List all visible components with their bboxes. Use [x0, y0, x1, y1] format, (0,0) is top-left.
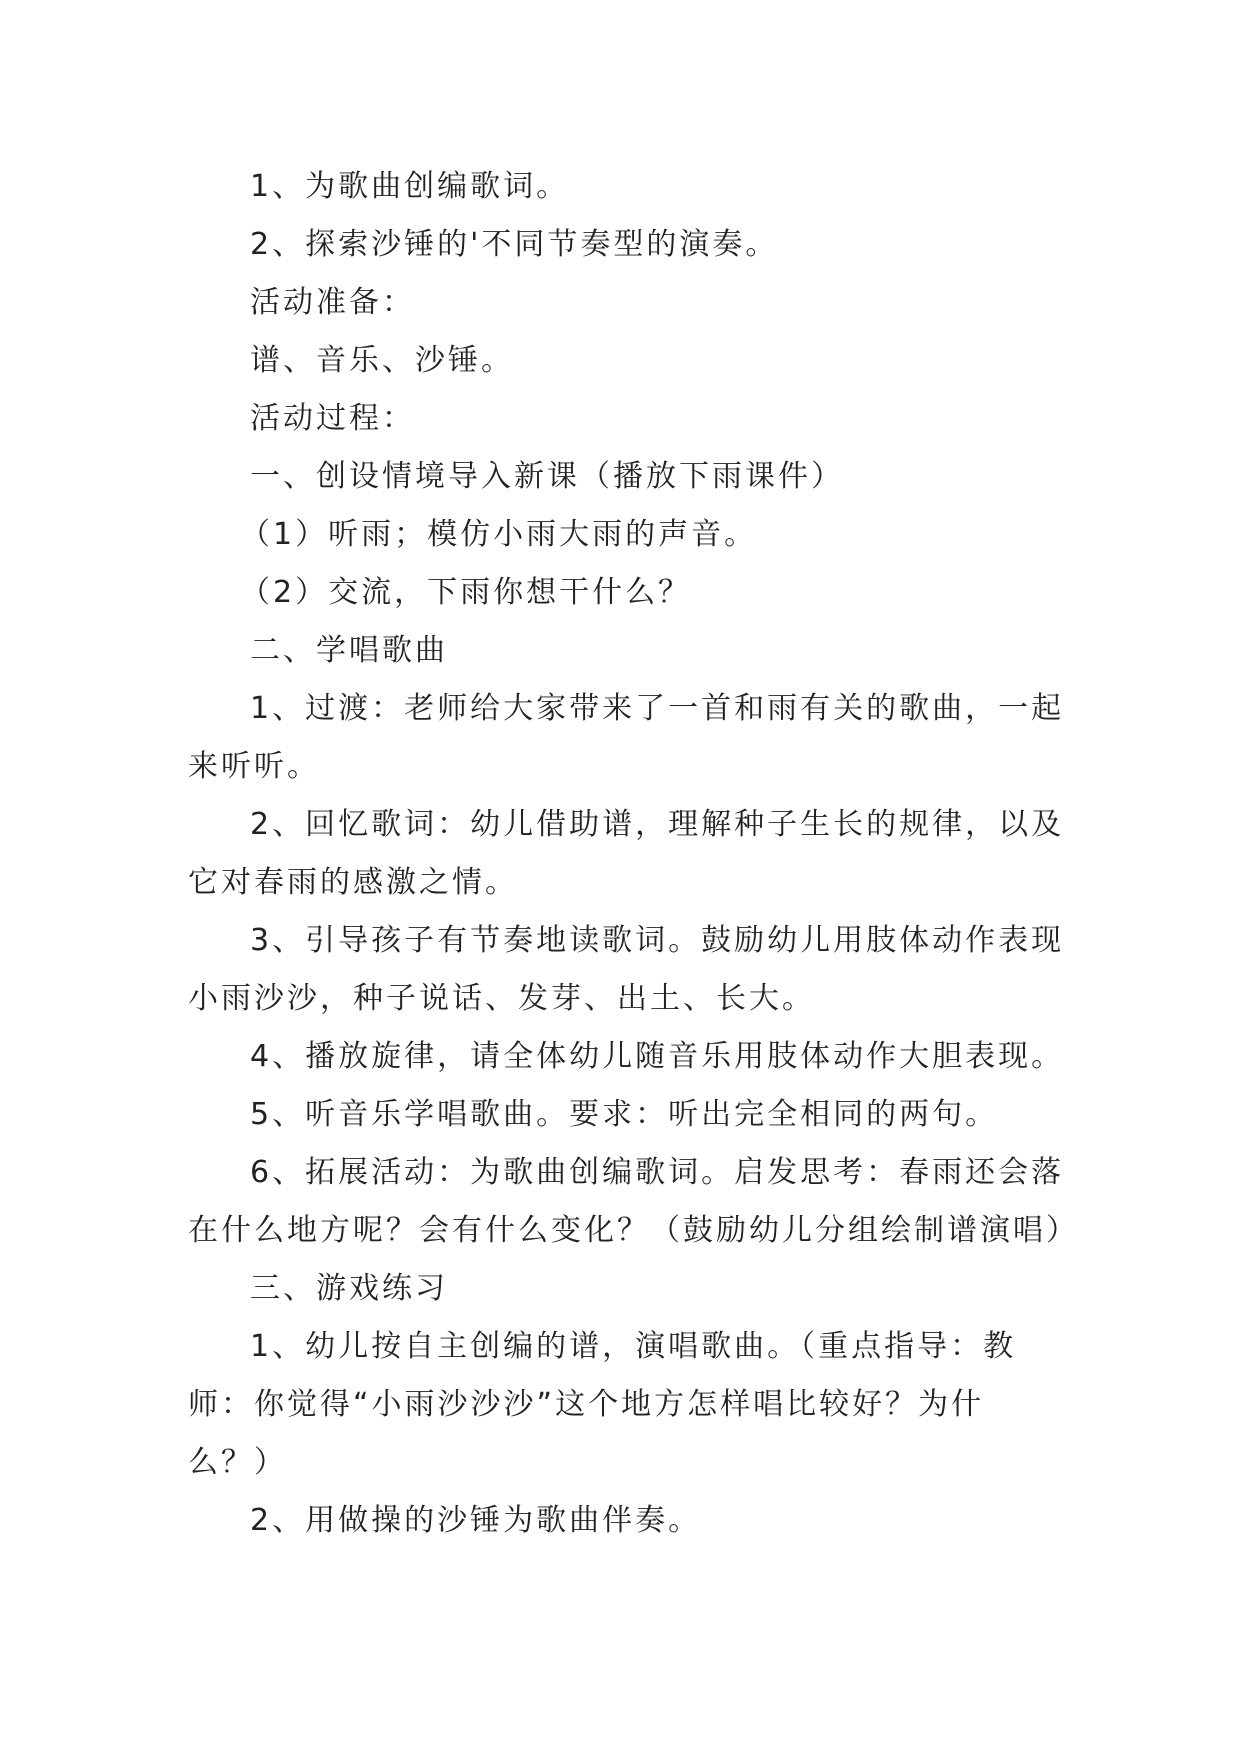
- paragraph-step-3-2: 2、用做操的沙锤为歌曲伴奏。: [250, 1503, 702, 1538]
- paragraph-step-2-6: 6、拓展活动：为歌曲创编歌词。启发思考：春雨还会落在什么地方呢？会有什么变化？（鼓励幼儿分组绘制谱演唱）: [188, 1155, 1079, 1248]
- paragraph-step-2-1: 1、过渡：老师给大家带来了一首和雨有关的歌曲，一起来听听。: [188, 691, 1065, 784]
- section-heading-1: 一、创设情境导入新课（播放下雨课件）: [250, 459, 844, 494]
- paragraph-step-1-2: （2）交流，下雨你想干什么？: [240, 575, 692, 610]
- paragraph-step-2-4: 4、播放旋律，请全体幼儿随音乐用肢体动作大胆表现。: [250, 1039, 1065, 1074]
- section-heading-2: 二、学唱歌曲: [250, 633, 448, 668]
- paragraph-step-2-5: 5、听音乐学唱歌曲。要求：听出完全相同的两句。: [250, 1097, 999, 1132]
- heading-preparation: 活动准备：: [250, 285, 415, 320]
- document-body: [188, 158, 1079, 1550]
- paragraph-goal-1: 1、为歌曲创编歌词。: [250, 169, 570, 204]
- paragraph-step-2-3: 3、引导孩子有节奏地读歌词。鼓励幼儿用肢体动作表现小雨沙沙，种子说话、发芽、出土、长大。: [188, 923, 1065, 1016]
- heading-process: 活动过程：: [250, 401, 415, 436]
- paragraph-step-1-1: （1）听雨；模仿小雨大雨的声音。: [240, 517, 758, 552]
- section-heading-3: 三、游戏练习: [250, 1271, 448, 1306]
- paragraph-goal-2: 2、探索沙锤的'不同节奏型的演奏。: [250, 227, 779, 262]
- paragraph-step-3-1: 1、幼儿按自主创编的谱，演唱歌曲。（重点指导：教师：你觉得“小雨沙沙沙”这个地方怎样唱比较好？为什么？）: [188, 1329, 1017, 1480]
- paragraph-step-2-2: 2、回忆歌词：幼儿借助谱，理解种子生长的规律，以及它对春雨的感激之情。: [188, 807, 1065, 900]
- paragraph-materials: 谱、音乐、沙锤。: [250, 343, 514, 378]
